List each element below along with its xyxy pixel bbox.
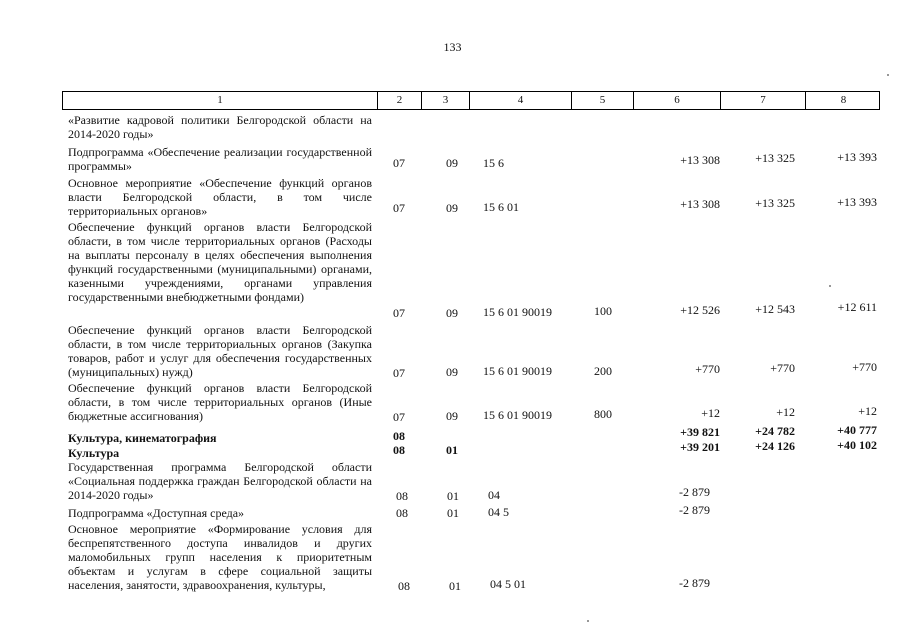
cell-subsection: 09 [446,201,458,215]
cell-sum-year1: +13 308 [680,197,720,211]
cell-sum-year1: +39 821 [680,425,720,439]
header-col-5: 5 [571,92,633,109]
scan-speck [887,74,889,76]
page-number: 133 [443,40,462,54]
row-description: «Развитие кадровой политики Белгородской области на 2014-2020 годы» [68,113,372,141]
cell-target-article: 15 6 01 [483,200,519,214]
cell-section: 08 [393,429,405,443]
row-description: Подпрограмма «Обеспечение реализации государственной программы» [68,145,372,173]
header-col-4: 4 [469,92,571,109]
cell-sum-year1: +12 [701,406,720,420]
table-header [62,91,880,110]
row-description: Обеспечение функций органов власти Белгородской области, в том числе территориальных органов (Закупка товаров, работ и услуг для обеспечения государственных (муниципальных) нужд) [68,323,372,379]
header-col-2: 2 [377,92,421,109]
cell-target-article: 04 5 [488,505,509,519]
cell-sum-year2: +12 [776,405,795,419]
cell-subsection: 01 [447,506,459,520]
row-description: Обеспечение функций органов власти Белгородской области, в том числе территориальных органов (Расходы на выплаты персоналу в целях обеспечения выполнения функций государственными (муниципальными) органами, казенными учреждениями, органами управления государственными внебюджетными фондами) [68,220,372,304]
cell-sum-year3: +13 393 [837,195,877,209]
cell-expense-type: 200 [594,364,612,378]
cell-target-article: 15 6 01 90019 [483,364,552,378]
header-col-1: 1 [217,94,223,106]
cell-sum-year3: +40 777 [837,423,877,437]
cell-sum-year2: +13 325 [755,151,795,165]
cell-section: 07 [393,201,405,215]
cell-expense-type: 100 [594,304,612,318]
cell-sum-year3: +12 [858,404,877,418]
cell-target-article: 15 6 01 90019 [483,305,552,319]
cell-section: 08 [396,489,408,503]
scan-speck [829,285,831,287]
cell-sum-year1: +39 201 [680,440,720,454]
row-description: Основное мероприятие «Формирование условия для беспрепятственного доступа инвалидов и других маломобильных групп населения к приоритетным объектам и услугам в сфере социальной защиты населения, занятости, здравоохранения, культуры, [68,522,372,592]
row-description: Культура [68,446,120,460]
row-description: Государственная программа Белгородской области «Социальная поддержка граждан Белгородской области на 2014-2020 годы» [68,460,372,502]
scan-speck [587,620,589,622]
cell-section: 07 [393,366,405,380]
cell-sum-year3: +40 102 [837,438,877,452]
row-description: Основное мероприятие «Обеспечение функций органов власти Белгородской области, в том числе территориальных органов» [68,176,372,218]
cell-section: 07 [393,410,405,424]
cell-section: 07 [393,306,405,320]
cell-sum-year2: +12 543 [755,302,795,316]
cell-expense-type: 800 [594,407,612,421]
row-description: Культура, кинематография [68,431,217,445]
cell-subsection: 09 [446,306,458,320]
cell-sum-year1: -2 879 [679,576,710,590]
cell-subsection: 09 [446,156,458,170]
cell-subsection: 01 [449,579,461,593]
cell-section: 08 [393,443,405,457]
header-col-3: 3 [421,92,469,109]
row-description: Подпрограмма «Доступная среда» [68,506,245,520]
header-col-6: 6 [633,92,720,109]
cell-sum-year2: +24 782 [755,424,795,438]
cell-section: 07 [393,156,405,170]
header-col-8: 8 [805,92,881,109]
cell-subsection: 09 [446,365,458,379]
cell-sum-year1: -2 879 [679,485,710,499]
cell-section: 08 [398,579,410,593]
cell-section: 08 [396,506,408,520]
cell-sum-year3: +12 611 [837,300,877,314]
cell-sum-year1: -2 879 [679,503,710,517]
header-col-7: 7 [720,92,805,109]
cell-subsection: 01 [447,489,459,503]
cell-sum-year2: +13 325 [755,196,795,210]
cell-sum-year1: +12 526 [680,303,720,317]
cell-subsection: 01 [446,443,458,457]
cell-target-article: 04 5 01 [490,577,526,591]
cell-subsection: 09 [446,409,458,423]
cell-sum-year1: +770 [695,362,720,376]
cell-sum-year2: +770 [770,361,795,375]
cell-sum-year1: +13 308 [680,153,720,167]
cell-target-article: 15 6 01 90019 [483,408,552,422]
cell-sum-year3: +770 [852,360,877,374]
cell-target-article: 04 [488,488,500,502]
cell-target-article: 15 6 [483,156,504,170]
cell-sum-year3: +13 393 [837,150,877,164]
cell-sum-year2: +24 126 [755,439,795,453]
row-description: Обеспечение функций органов власти Белгородской области, в том числе территориальных органов (Иные бюджетные ассигнования) [68,381,372,423]
